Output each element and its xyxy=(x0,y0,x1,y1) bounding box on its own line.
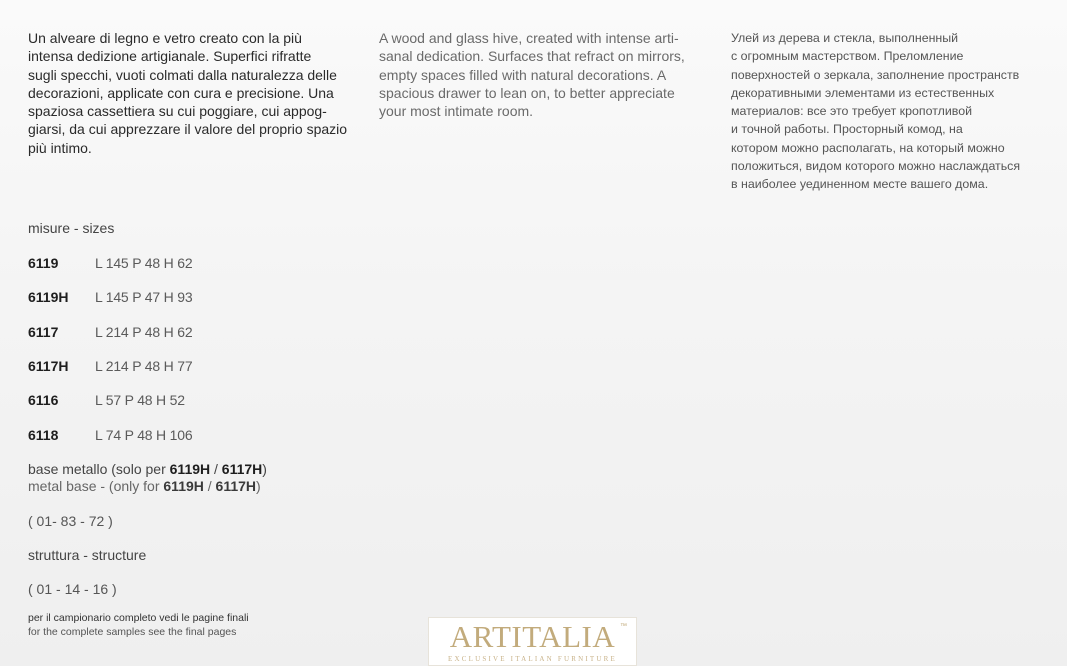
metal-base-code-b: 6117H xyxy=(221,461,263,477)
size-dimensions: L 214 P 48 H 77 xyxy=(95,358,193,374)
metal-base-separator: / xyxy=(203,478,216,494)
size-dimensions: L 145 P 48 H 62 xyxy=(95,255,193,271)
metal-base-finish-codes: ( 01- 83 - 72 ) xyxy=(28,513,113,529)
logo-trademark: ™ xyxy=(620,623,627,630)
samples-note-english: for the complete samples see the final pages xyxy=(28,626,237,638)
size-code: 6116 xyxy=(28,392,59,408)
samples-note-italian: per il campionario completo vedi le pagine finali xyxy=(28,612,249,624)
metal-base-prefix-italian: base metallo (solo per xyxy=(28,461,170,477)
logo-tagline: EXCLUSIVE ITALIAN FURNITURE xyxy=(448,655,617,663)
metal-base-note-english xyxy=(28,478,261,494)
description-english xyxy=(379,29,709,120)
structure-heading: struttura - structure xyxy=(28,547,147,563)
description-english-text: A wood and glass hive, created with intense arti- sanal dedication. Surfaces that refract on mirrors, empty spaces filled with natural decorations. A spacious drawer to lean on, to better appreciate your most intimate room. xyxy=(379,30,685,120)
sizes-heading: misure - sizes xyxy=(28,220,115,236)
description-russian-text: Улей из дерева и стекла, выполненный с огромным мастерством. Преломление поверхностей о зеркала, заполнение пространств декоративными элементами из естественных материалов: все это требует кропотливой и точной работы. Просторный комод, на котором можно располагать, на который можно положиться, видом которого можно наслаждаться в наиболее уединенном месте вашего дома. xyxy=(731,31,1021,192)
metal-base-separator: / xyxy=(210,461,222,477)
description-italian xyxy=(28,29,358,157)
description-italian-text: Un alveare di legno e vetro creato con la più intensa dedizione artigianale. Superfici rifratte sugli specchi, vuoti colmati dalla naturalezza delle decorazioni, applicate con cura e precisione. Una spaziosa cassettiera su cui poggiare, cui appog- giarsi, da cui apprezzare il valore del proprio spazio più intimo. xyxy=(28,30,348,156)
metal-base-note-italian xyxy=(28,461,267,477)
size-dimensions: L 74 P 48 H 106 xyxy=(95,427,193,443)
size-dimensions: L 57 P 48 H 52 xyxy=(95,392,185,408)
size-code: 6119 xyxy=(28,255,59,271)
size-code: 6117H xyxy=(28,358,69,374)
metal-base-prefix-english: metal base - (only for xyxy=(28,478,164,494)
metal-base-code-a: 6119H xyxy=(163,478,204,494)
metal-base-code-b: 6117H xyxy=(215,478,257,494)
artitalia-logo xyxy=(428,617,637,666)
size-code: 6117 xyxy=(28,324,59,340)
description-russian xyxy=(731,29,1051,194)
structure-finish-codes: ( 01 - 14 - 16 ) xyxy=(28,581,117,597)
logo-wordmark: ARTITALIA xyxy=(449,619,616,654)
metal-base-suffix: ) xyxy=(256,478,261,494)
size-code: 6118 xyxy=(28,427,59,443)
size-code: 6119H xyxy=(28,289,69,305)
metal-base-code-a: 6119H xyxy=(169,461,211,477)
metal-base-suffix: ) xyxy=(262,461,267,477)
size-dimensions: L 214 P 48 H 62 xyxy=(95,324,193,340)
size-dimensions: L 145 P 47 H 93 xyxy=(95,289,193,305)
